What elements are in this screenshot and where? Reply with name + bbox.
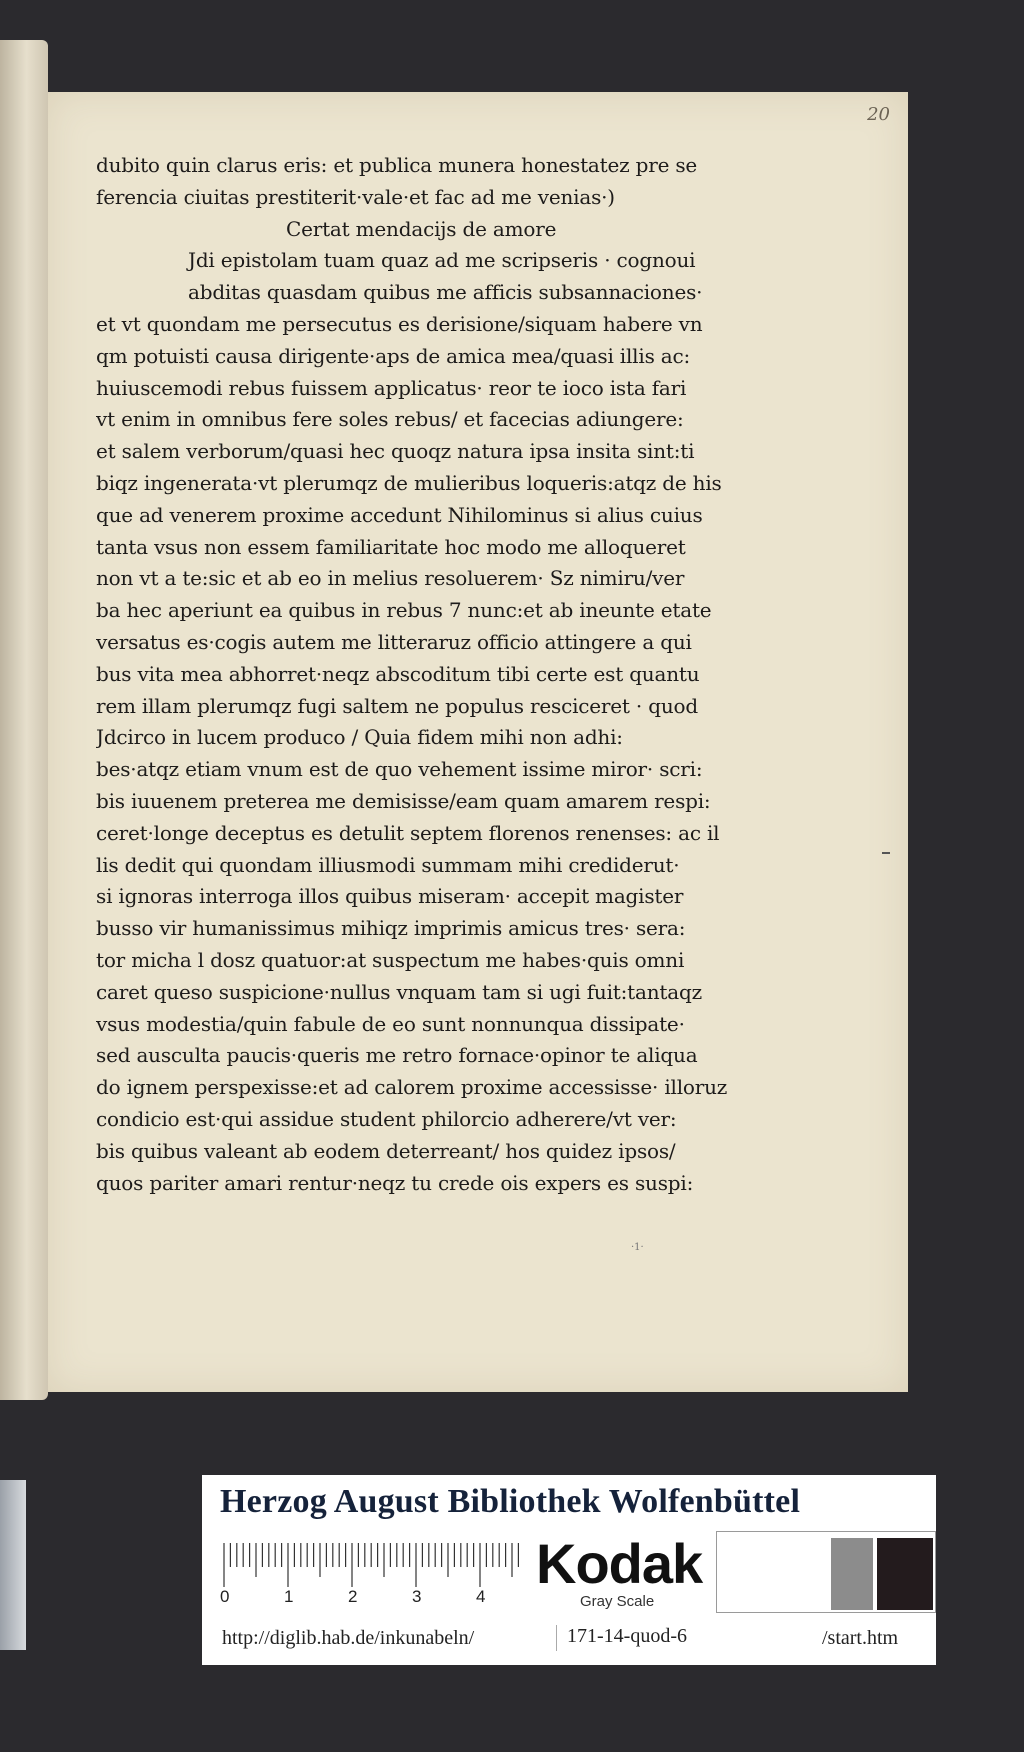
text-line: et vt quondam me persecutus es derisione/siquam habere vn [96, 311, 703, 336]
body-text [96, 150, 786, 1199]
document-id: 171-14-quod-6 [556, 1625, 687, 1651]
text-line: biqz ingenerata·vt plerumqz de mulieribus loqueris:atqz de his [96, 470, 722, 495]
text-line: ferencia ciuitas prestiterit·vale·et fac ad me venias·) [96, 184, 615, 209]
ruler-number: 4 [476, 1587, 486, 1606]
text-line: non vt a te:sic et ab eo in melius resoluerem· Sz nimiru/ver [96, 566, 685, 591]
text-line: si ignoras interroga illos quibus miseram· accepit magister [96, 884, 684, 909]
left-edge-target-strip [0, 1480, 26, 1650]
text-line: Jdcirco in lucem produco / Quia fidem mihi non adhi: [96, 725, 623, 750]
text-line: bes·atqz etiam vnum est de quo vehement issime miror· scri: [96, 757, 703, 782]
text-line: ceret·longe deceptus es detulit septem florenos renenses: ac il [96, 820, 720, 845]
text-line: versatus es·cogis autem me litteraruz officio attingere a qui [96, 629, 692, 654]
start-page-link: /start.htm [822, 1627, 899, 1649]
text-line: busso vir humanissimus mihiqz imprimis amicus tres· sera: [96, 916, 686, 941]
text-line: rem illam plerumqz fugi saltem ne populus resciceret · quod [96, 693, 698, 718]
text-line: bis iuuenem preterea me demisisse/eam quam amarem respi: [96, 788, 711, 813]
text-line: vsus modestia/quin fabule de eo sunt nonnunqua dissipate· [96, 1011, 685, 1036]
swatch-white [733, 1538, 825, 1610]
text-line: qm potuisti causa dirigente·aps de amica mea/quasi illis ac: [96, 343, 691, 368]
kodak-logo: Kodak [536, 1532, 703, 1595]
text-line: lis dedit qui quondam illiusmodi summam mihi crediderut· [96, 852, 680, 877]
library-color-card [202, 1475, 936, 1665]
ruler-number: 2 [348, 1587, 358, 1606]
text-line: condicio est·qui assidue student philorcio adherere/vt ver: [96, 1106, 677, 1131]
text-line: bis quibus valeant ab eodem deterreant/ hos quidez ipsos/ [96, 1138, 676, 1163]
text-line: tor micha l dosz quatuor:at suspectum me habes·quis omni [96, 947, 685, 972]
text-line: Jdi epistolam tuam quaz ad me scripseris · cognoui [188, 248, 696, 273]
left-facing-page-edge [0, 40, 48, 1400]
manuscript-page [48, 92, 908, 1392]
text-line: sed ausculta paucis·queris me retro fornace·opinor te aliqua [96, 1043, 698, 1068]
text-line: do ignem perspexisse:et ad calorem proxime accessisse· illoruz [96, 1075, 728, 1100]
swatch-gray [831, 1538, 873, 1610]
text-line: quos pariter amari rentur·neqz tu crede ois expers es suspi: [96, 1170, 694, 1195]
ruler-number: 3 [412, 1587, 422, 1606]
text-line: vt enim in omnibus fere soles rebus/ et facecias adiungere: [96, 407, 684, 432]
text-line: dubito quin clarus eris: et publica munera honestatez pre se [96, 153, 698, 177]
ruler-scale [222, 1539, 522, 1589]
swatch-black [877, 1538, 933, 1610]
library-title: Herzog August Bibliothek Wolfenbüttel [220, 1483, 801, 1520]
gray-scale-swatches [716, 1531, 936, 1613]
folio-number: 20 [867, 104, 890, 125]
gray-scale-label: Gray Scale [580, 1593, 655, 1610]
text-line: huiuscemodi rebus fuissem applicatus· reor te ioco ista fari [96, 375, 687, 400]
ruler-number: 0 [220, 1587, 230, 1606]
margin-mark [882, 852, 890, 854]
text-line: bus vita mea abhorret·neqz abscoditum tibi certe est quantu [96, 661, 700, 686]
page-mark: ·1· [631, 1242, 644, 1253]
text-line: que ad venerem proxime accedunt Nihilominus si alius cuius [96, 502, 703, 527]
text-line: et salem verborum/quasi hec quoqz natura ipsa insita sint:ti [96, 439, 695, 464]
text-line: ba hec aperiunt ea quibus in rebus 7 nunc:et ab ineunte etate [96, 598, 712, 623]
text-line: abditas quasdam quibus me afficis subsannaciones· [188, 280, 703, 305]
ruler-number: 1 [284, 1587, 294, 1606]
ruler-numbers [220, 1587, 520, 1609]
text-line: caret queso suspicione·nullus vnquam tam si ugi fuit:tantaqz [96, 979, 702, 1004]
library-url: http://diglib.hab.de/inkunabeln/ [222, 1627, 475, 1649]
text-line: tanta vsus non essem familiaritate hoc modo me alloqueret [96, 534, 686, 559]
section-heading: Certat mendacijs de amore [286, 216, 557, 241]
